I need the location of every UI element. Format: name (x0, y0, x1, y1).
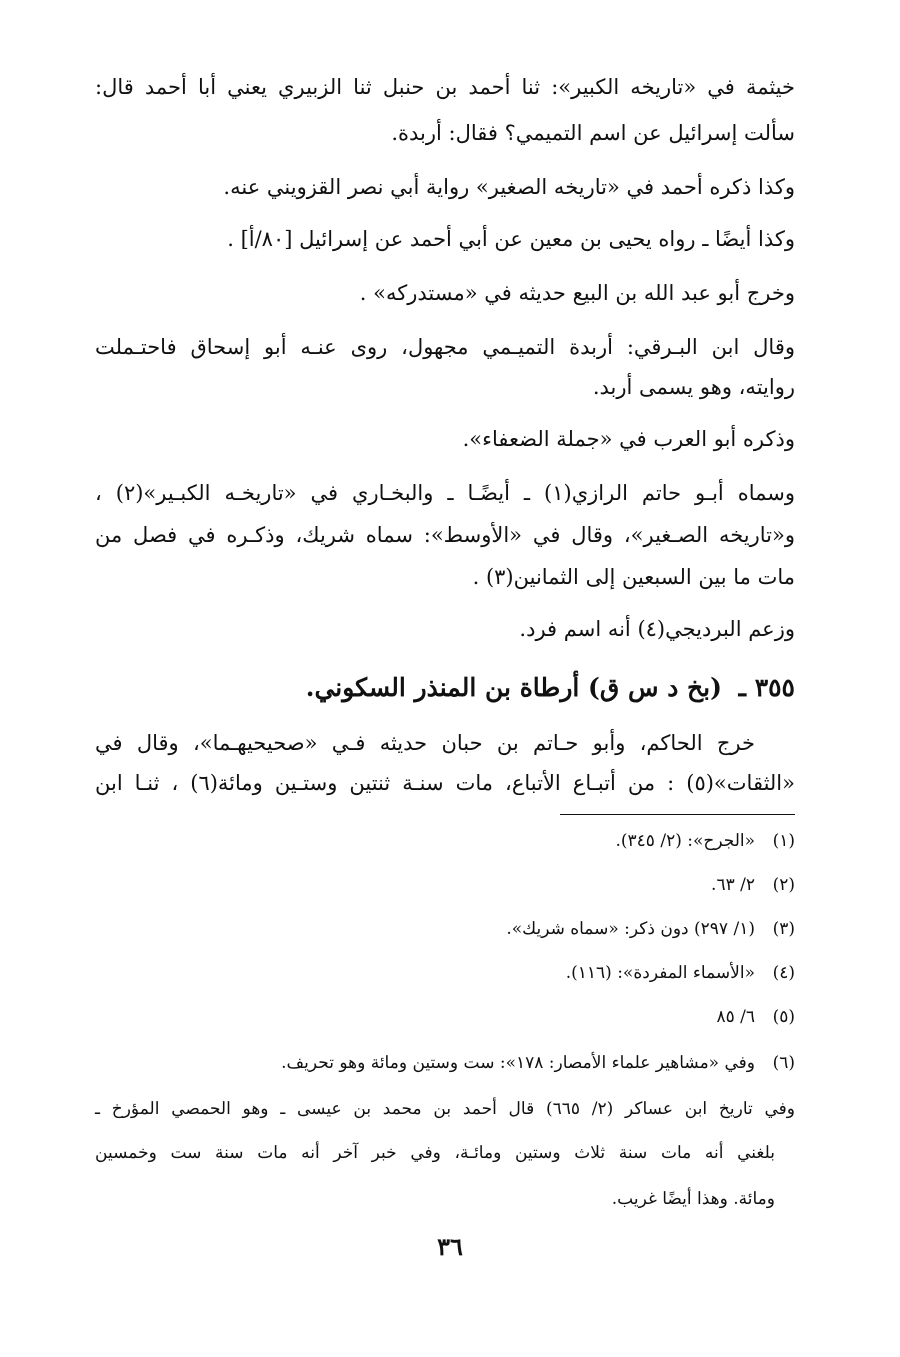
footnote-text: «الأسماء المفردة»: (١١٦). (565, 963, 755, 983)
footnote-number: (٤) (772, 963, 795, 983)
entry-number: ٣٥٥ ـ (738, 673, 795, 702)
footnote-number: (٣) (772, 919, 795, 939)
body-line: و«تاريخه الصـغير»، وقال في «الأوسط»: سماه شريك، وذكـره في فصل من (95, 523, 795, 547)
footnote-text: «الجرح»: (٢/ ٣٤٥). (615, 831, 755, 851)
body-line: وقال ابن البـرقي: أربدة التميـمي مجهول، روى عنـه أبو إسحاق فاحتـملت (95, 335, 795, 359)
footnote-text: ٢/ ٦٣. (711, 875, 755, 895)
entry-line: «الثقات»(٥) : من أتبـاع الأتباع، مات سنـة ثنتين وستـين ومائة(٦) ، ثنـا ابن (95, 771, 795, 795)
footnote-number: (٦) (772, 1053, 795, 1073)
body-line: وذكره أبو العرب في «جملة الضعفاء». (462, 427, 795, 451)
entry-title: (بخ د س ق) أرطاة بن المنذر السكوني. (305, 673, 722, 702)
footnote (95, 1004, 795, 1030)
footnote-text: ٦/ ٨٥ (716, 1007, 755, 1027)
body-line: روايته، وهو يسمى أربد. (592, 375, 795, 399)
body-line: وسماه أبـو حاتم الرازي(١) ـ أيضًـا ـ والبخـاري في «تاريخـه الكبـير»(٢) ، (95, 481, 795, 505)
body-line: وزعم البرديجي(٤) أنه اسم فرد. (519, 617, 795, 641)
body-line: سألت إسرائيل عن اسم التميمي؟ فقال: أربدة. (391, 121, 795, 145)
body-line: وخرج أبو عبد الله بن البيع حديثه في «مستدركه» . (359, 281, 795, 305)
body-line: وكذا ذكره أحمد في «تاريخه الصغير» رواية أبي نصر القزويني عنه. (223, 175, 795, 199)
footnote (95, 872, 795, 898)
page-number: ٣٦ (437, 1232, 463, 1261)
footnote-continuation-line: بلغني أنه مات سنة ثلاث وستين ومائـة، وفي خبر آخر أنه مات سنة ست وخمسين (95, 1143, 775, 1163)
footnote-text: (١/ ٢٩٧) دون ذكر: «سماه شريك». (506, 919, 755, 939)
footnote-number: (٢) (772, 875, 795, 895)
footnote (95, 1050, 795, 1076)
body-line: خيثمة في «تاريخه الكبير»: ثنا أحمد بن حنبل ثنا الزبيري يعني أبا أحمد قال: (95, 75, 795, 99)
body-line: وكذا أيضًا ـ رواه يحيى بن معين عن أبي أحمد عن إسرائيل [٨٠/أ] . (227, 227, 795, 251)
entry-line: خرج الحاكم، وأبو حـاتم بن حبان حديثه فـي «صحيحيهـما»، وقال في (95, 731, 755, 755)
body-line: مات ما بين السبعين إلى الثمانين(٣) . (472, 565, 795, 589)
footnote (95, 828, 795, 854)
footnote (95, 960, 795, 986)
footnote (95, 916, 795, 942)
footnote-text: وفي «مشاهير علماء الأمصار: ١٧٨»: ست وستين ومائة وهو تحريف. (281, 1053, 755, 1073)
entry-heading (306, 670, 795, 706)
footnote-number: (١) (772, 831, 795, 851)
footnote-continuation-line: وفي تاريخ ابن عساكر (٢/ ٦٦٥) قال أحمد بن محمد بن عيسى ـ وهو الحمصي المؤرخ ـ (95, 1099, 795, 1119)
footnote-divider (560, 814, 795, 815)
footnote-continuation-line: ومائة. وهذا أيضًا غريب. (611, 1189, 775, 1209)
footnote-number: (٥) (772, 1007, 795, 1027)
